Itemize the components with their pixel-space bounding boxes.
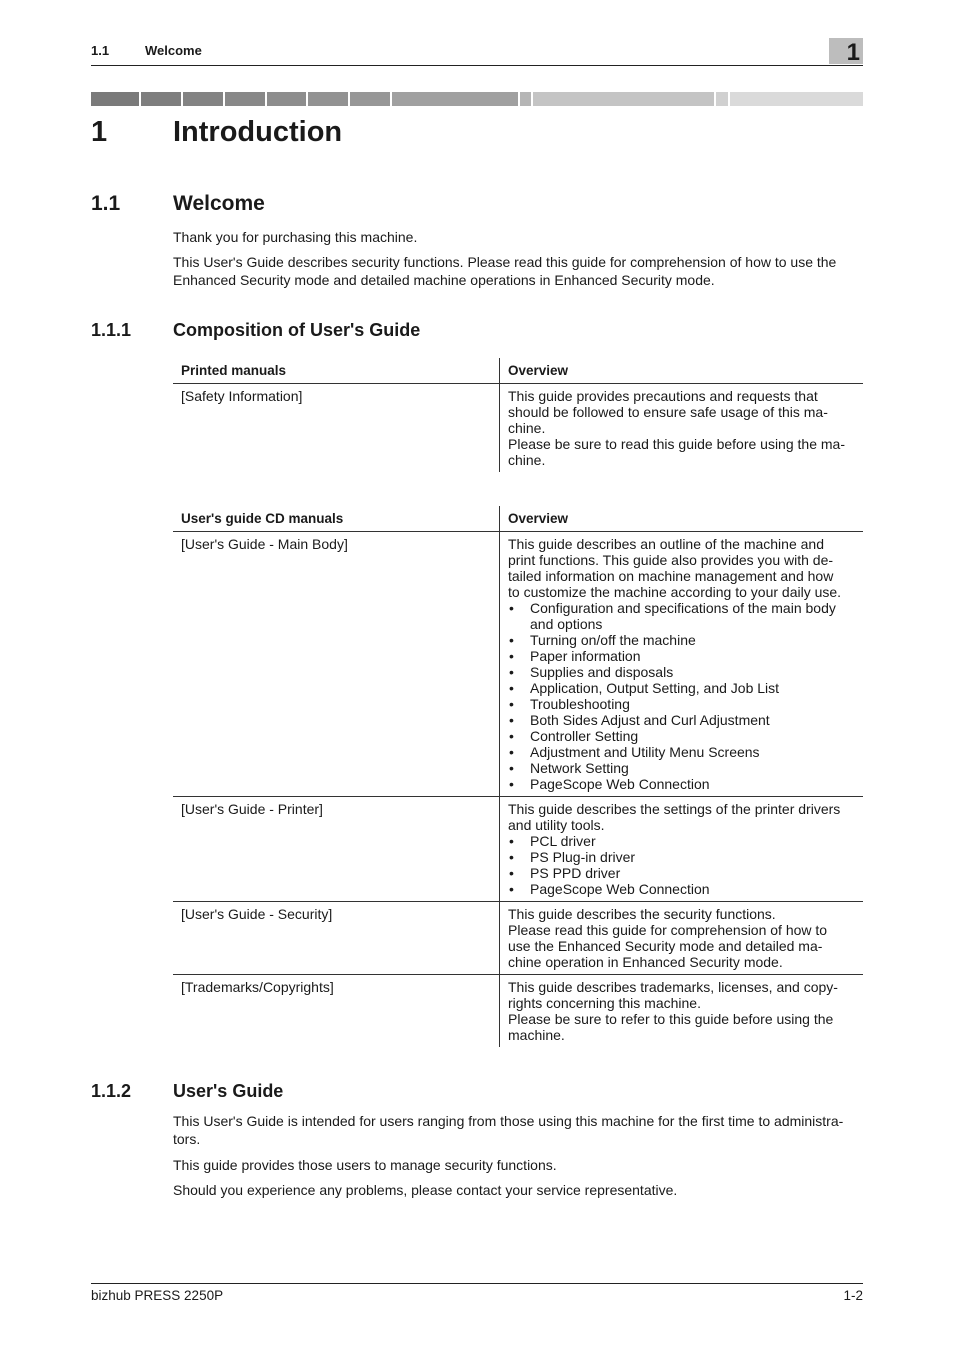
list-item: • Adjustment and Utility Menu Screens [508,744,855,760]
welcome-paragraph-1: Thank you for purchasing this machine. [173,229,418,245]
list-item: • Supplies and disposals [508,664,855,680]
list-item: • Turning on/off the machine [508,632,855,648]
bullet-list [508,600,855,792]
table-row [173,975,863,1048]
chapter-number: 1 [91,116,108,148]
header-section-title: Welcome [145,43,202,58]
decorative-bar [91,92,863,106]
column-header-overview: Overview [500,358,864,384]
users-guide-paragraph-2: This guide provides those users to manage security functions. [173,1157,557,1173]
manual-name: [User's Guide - Printer] [173,797,500,902]
section-number: 1.1 [91,192,121,215]
column-header-printed-manuals: Printed manuals [173,358,500,384]
table-header-row [173,358,863,384]
users-guide-paragraph-1: This User's Guide is intended for users ranging from those using this machine for the first time to administra-tors. [173,1113,844,1147]
subsection-number: 1.1.1 [91,320,132,340]
list-item: • Application, Output Setting, and Job List [508,680,855,696]
chapter-tab: 1 [829,38,863,64]
table-row [173,532,863,797]
subsection-number: 1.1.2 [91,1081,132,1101]
list-item: • PCL driver [508,833,855,849]
list-item: • Paper information [508,648,855,664]
bullet-list [508,833,855,897]
manual-overview: This guide describes the settings of the printer drivers and utility tools. • PCL driver • PS Plug-in driver • PS PPD driver • PageScope Web Connection [500,797,864,902]
table-row [173,797,863,902]
chapter-title [91,116,342,149]
running-header [91,38,863,66]
table-header-row [173,506,863,532]
column-header-overview: Overview [500,506,864,532]
welcome-paragraph-2: This User's Guide describes security functions. Please read this guide for comprehension of how to use the Enhanced Security mode and detailed machine operations in Enhanced Security mode. [173,254,837,288]
cd-manuals-table [173,506,863,1047]
header-section-number: 1.1 [91,43,110,58]
table-row [173,384,863,473]
manual-overview: This guide describes an outline of the machine and print functions. This guide also provides you with de- tailed information on machine management and how to customize the machine according to your daily use. • Configuration and specifications of the main body and options • Turning on/off the machine • Paper information • Supplies and disposals • Application, Output Setting, and Job List • Troubleshooting • Both Sides Adjust and Curl Adjustment • Controller Setting • Adjustment and Utility Menu Screens • Network Setting • PageScope Web Connection [500,532,864,797]
list-item: • PageScope Web Connection [508,881,855,897]
manual-name: [User's Guide - Security] [173,902,500,975]
list-item: • Both Sides Adjust and Curl Adjustment [508,712,855,728]
section-title: Welcome [173,192,265,215]
manual-overview: This guide describes trademarks, licenses, and copy- rights concerning this machine. Please be sure to refer to this guide before using the machine. [508,979,838,1043]
subsection-title: Composition of User's Guide [173,320,421,340]
section-heading-composition [91,320,420,341]
list-item: • Controller Setting [508,728,855,744]
section-heading-welcome [91,192,265,216]
manual-name: [User's Guide - Main Body] [173,532,500,797]
list-item: • PageScope Web Connection [508,776,855,792]
list-item: • Configuration and specifications of the main body and options [508,600,855,632]
list-item: • PS PPD driver [508,865,855,881]
users-guide-paragraph-3: Should you experience any problems, please contact your service representative. [173,1182,678,1198]
printed-manuals-table [173,358,863,472]
list-item: • PS Plug-in driver [508,849,855,865]
list-item: • Troubleshooting [508,696,855,712]
list-item: • Network Setting [508,760,855,776]
manual-name: [Safety Information] [173,384,500,473]
table-row [173,902,863,975]
running-footer [91,1283,863,1303]
chapter-title-text: Introduction [173,116,343,148]
page-number: 1-2 [843,1288,863,1303]
product-name: bizhub PRESS 2250P [91,1288,224,1303]
section-heading-users-guide [91,1081,283,1102]
subsection-title: User's Guide [173,1081,284,1101]
manual-name: [Trademarks/Copyrights] [173,975,500,1048]
manual-overview: This guide provides precautions and requests that should be followed to ensure safe usage of this ma- chine. Please be sure to read this guide before using the ma- chine. [508,388,845,468]
manual-overview: This guide describes the security functions. Please read this guide for comprehension of how to use the Enhanced Security mode and detailed ma- chine operation in Enhanced Security mode. [500,902,864,975]
column-header-cd-manuals: User's guide CD manuals [173,506,500,532]
